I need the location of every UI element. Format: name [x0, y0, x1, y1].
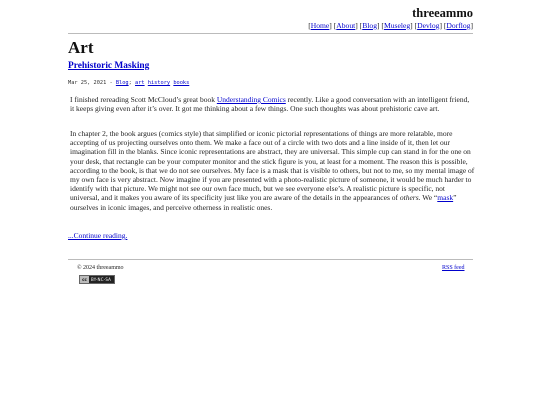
- nav-home-link[interactable]: Home: [310, 21, 330, 30]
- nav-devlog-link[interactable]: Devlog: [417, 21, 440, 30]
- post-paragraph-1: [70, 95, 475, 113]
- nav-dorflog-link[interactable]: Dorflog: [446, 21, 471, 30]
- post-meta: Mar 25, 2021 - Blog; art history books: [68, 80, 190, 86]
- post-paragraph-2: [70, 129, 475, 212]
- nav-museleg-link[interactable]: Museleg: [383, 21, 411, 30]
- nav-blog-link[interactable]: Blog: [362, 21, 377, 30]
- tag-blog-link[interactable]: Blog: [115, 80, 129, 86]
- tag-history-link[interactable]: history: [147, 80, 171, 86]
- understanding-comics-link[interactable]: Understanding Comics: [216, 95, 286, 104]
- page-title: Art: [68, 38, 94, 57]
- paragraph-text: recently. Like a good conversation with an intelligent friend, it keeps giving even after it’s over. It got me thinking about a few things. One such thoughts was about prehistoric cave art.: [70, 95, 470, 114]
- cc-license-badge[interactable]: [79, 275, 115, 284]
- nav-about-link[interactable]: About: [336, 21, 356, 30]
- mask-link[interactable]: mask: [437, 193, 454, 203]
- post-title-link[interactable]: Prehistoric Masking: [68, 61, 150, 71]
- emphasis-text: others: [399, 193, 419, 203]
- post-date: Mar 25, 2021: [68, 80, 107, 86]
- tag-art-link[interactable]: art: [135, 80, 145, 86]
- site-header: [68, 6, 473, 34]
- paragraph-text: I finished rereading Scott McCloud’s great book: [70, 95, 217, 104]
- paragraph-text: . We “: [418, 193, 438, 203]
- header-divider: [68, 33, 473, 34]
- cc-icon: cc: [80, 276, 89, 283]
- tag-books-link[interactable]: books: [173, 80, 190, 86]
- footer-divider: [68, 259, 473, 260]
- cc-license-label: BY-NC-SA: [91, 277, 112, 282]
- site-title: threeammo: [412, 6, 473, 20]
- rss-feed-link[interactable]: RSS feed: [442, 265, 465, 271]
- copyright-text: © 2024 threeammo: [77, 265, 124, 271]
- continue-reading-link[interactable]: ...Continue reading.: [68, 231, 128, 240]
- paragraph-text: ” ourselves in iconic images, and perceive otherness in realistic ones.: [70, 193, 457, 212]
- paragraph-text: In chapter 2, the book argues (comics style) that simplified or iconic pictorial representations of things are more relatable, more accepting of us projecting ourselves onto them. We make a face out of a circle with two dots and a line inside of it, then let our imagination fill in the blanks. Since iconic representations are abstract, they are universal. This simple cup can stand in for the one on your desk, that rectangle can be your computer monitor and the stick figure is you, at least for a moment. The reason this is possible, according to the book, is that we do not see ourselves. My face is a mask that is visible to others, but not to me, so my mental image of my own face is very abstract. Now imagine if you are presented with a photo-realistic picture of someone, it would be much harder to identify with that picture. We might not see our own face much, but we see everyone else’s. A realistic picture is specific, not universal, and it makes you aware of its specificity just like you are aware of the details in the appearances of: [70, 129, 475, 203]
- top-nav: [Home] [About] [Blog] [Museleg] [Devlog] [Dorflog]: [308, 21, 473, 30]
